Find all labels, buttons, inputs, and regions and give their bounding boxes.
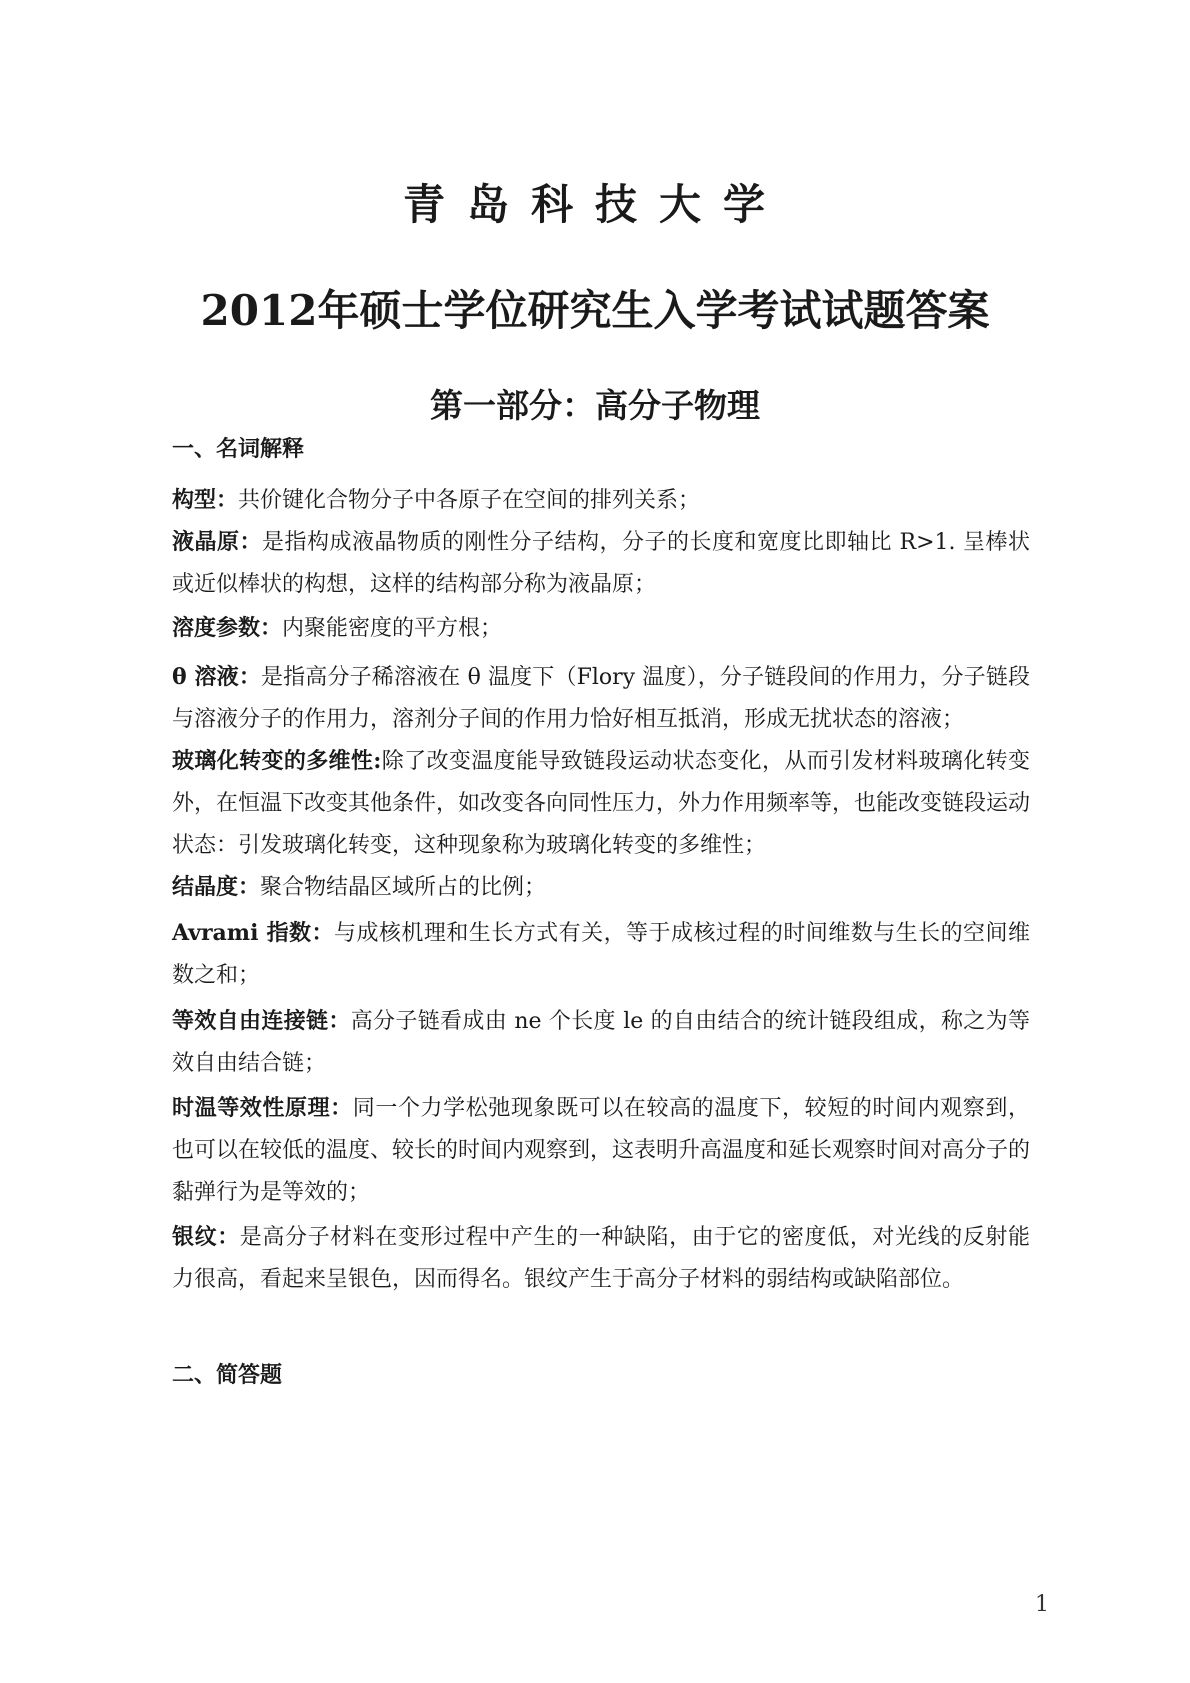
definition-entry	[172, 607, 1030, 650]
definition-term: Avrami 指数：	[172, 920, 334, 946]
definition-term: 结晶度：	[172, 874, 261, 900]
definition-entry	[172, 912, 1030, 997]
definition-text: 高分子链看成由 ne 个长度 le 的自由结合的统计链段组成，称之为等效自由结合链；	[172, 1009, 1030, 1076]
definition-term: 等效自由连接链：	[172, 1008, 351, 1034]
section-heading-definitions: 一、名词解释	[172, 436, 305, 462]
definition-text: 聚合物结晶区域所占的比例；	[260, 875, 547, 900]
definition-text: 是指高分子稀溶液在 θ 温度下（Flory 温度），分子链段间的作用力，分子链段与溶液分子的作用力，溶剂分子间的作用力恰好相互抵消，形成无扰状态的溶液；	[172, 665, 1030, 732]
definition-entry	[172, 1000, 1030, 1085]
exam-title: 2012年硕士学位研究生入学考试试题答案	[200, 286, 990, 335]
definition-entry	[172, 1087, 1030, 1214]
definition-term: 溶度参数：	[172, 615, 283, 641]
page-number: 1	[1035, 1592, 1049, 1617]
section-heading-short-answer: 二、简答题	[172, 1362, 283, 1388]
definition-text: 内聚能密度的平方根；	[282, 616, 503, 641]
definition-entry	[172, 740, 1030, 867]
definition-text: 共价键化合物分子中各原子在空间的排列关系；	[238, 488, 701, 513]
definition-text: 是指构成液晶物质的刚性分子结构，分子的长度和宽度比即轴比 R>1. 呈棒状或近似棒状的构想，这样的结构部分称为液晶原；	[172, 530, 1030, 597]
definition-entry	[172, 656, 1030, 741]
definition-text: 与成核机理和生长方式有关，等于成核过程的时间维数与生长的空间维数之和；	[172, 921, 1030, 988]
definition-term: 时温等效性原理：	[172, 1095, 353, 1121]
definition-term: 构型：	[172, 487, 239, 513]
part-title: 第一部分：高分子物理	[430, 386, 760, 425]
definition-term: θ 溶液：	[172, 664, 261, 690]
definition-term: 液晶原：	[172, 529, 263, 555]
university-title: 青岛科技大学	[402, 180, 787, 229]
definition-text: 除了改变温度能导致链段运动状态变化，从而引发材料玻璃化转变外，在恒温下改变其他条件，如改变各向同性压力，外力作用频率等，也能改变链段运动状态：引发玻璃化转变，这种现象称为玻璃化转变的多维性；	[172, 749, 1031, 858]
definition-term: 银纹：	[172, 1224, 240, 1250]
definition-entry	[172, 521, 1030, 606]
definition-entry	[172, 1216, 1030, 1301]
definition-entry	[172, 479, 1030, 522]
definition-text: 同一个力学松弛现象既可以在较高的温度下，较短的时间内观察到，也可以在较低的温度、较长的时间内观察到，这表明升高温度和延长观察时间对高分子的黏弹行为是等效的；	[172, 1096, 1031, 1205]
definition-text: 是高分子材料在变形过程中产生的一种缺陷，由于它的密度低，对光线的反射能力很高，看起来呈银色，因而得名。银纹产生于高分子材料的弱结构或缺陷部位。	[172, 1225, 1030, 1292]
definition-entry	[172, 866, 1030, 909]
definition-term: 玻璃化转变的多维性:	[172, 748, 382, 774]
